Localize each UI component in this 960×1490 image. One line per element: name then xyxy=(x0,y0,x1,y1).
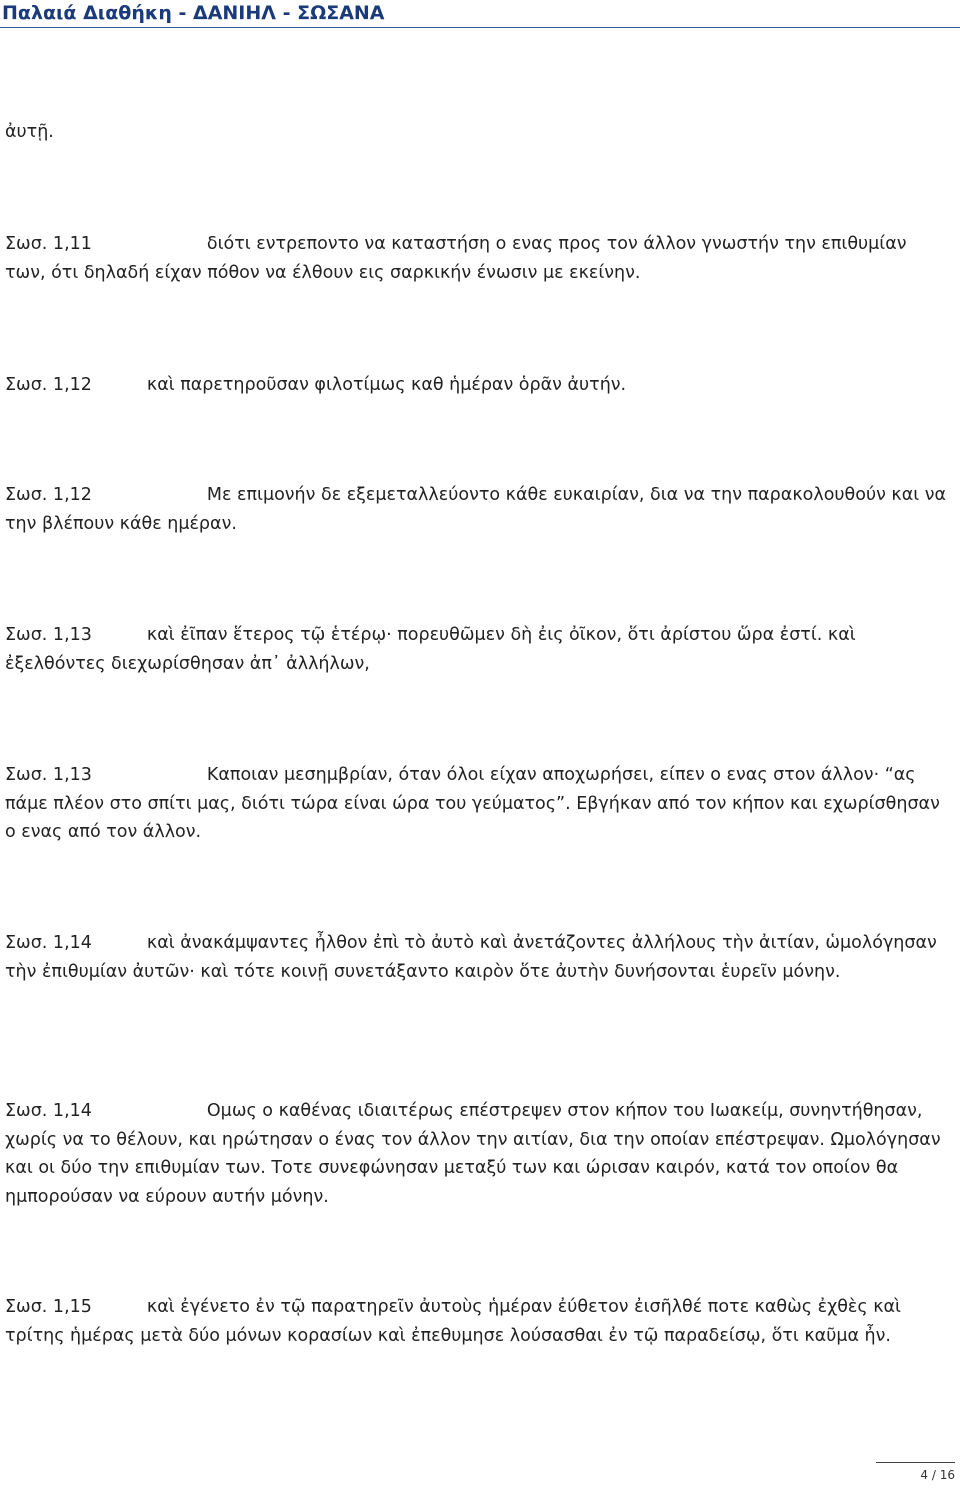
verse-block xyxy=(5,230,950,287)
footer-rule xyxy=(876,1462,955,1463)
verse-text: καὶ ἐῖπαν ἕτερος τῷ ἑτέρῳ· πορευθῶμεν δὴ ἐις ὀῖκον, ὅτι ἀρίστου ὥρα ἐστί. καὶ ἐξελθόντες διεχωρίσθησαν ἀπ᾿ ἀλλήλων, xyxy=(5,625,856,674)
continuation-fragment xyxy=(5,118,950,147)
verse-block xyxy=(5,481,950,538)
verse-text: καὶ παρετηροῦσαν φιλοτίμως καθ ἡμέραν ὁρᾶν ἀυτήν. xyxy=(146,375,627,395)
verse-ref: Σωσ. 1,13 xyxy=(5,765,92,785)
verse-text: διότι εντρεποντο να καταστήση ο ενας προς τον άλλον γνωστήν την επιθυμίαν των, ότι δηλαδή είχαν πόθον να έλθουν εις σαρκικήν ένωσιν με εκείνην. xyxy=(5,234,907,283)
header-rule xyxy=(0,27,960,28)
verse-ref: Σωσ. 1,15 xyxy=(5,1297,92,1317)
verse-ref: Σωσ. 1,14 xyxy=(5,933,92,953)
verse-text: καὶ ἀνακάμψαντες ἦλθον ἐπὶ τὸ ἀυτὸ καὶ ἀνετάζοντες ἀλλήλους τὴν ἀιτίαν, ὡμολόγησαν τὴν ἐπιθυμίαν ἀυτῶν· καὶ τότε κοινῇ συνετάξαντο καιρὸν ὅτε ἀυτὴν δυνήσονται ἑυρεῖν μόνην. xyxy=(5,933,937,982)
verse-text: Καποιαν μεσημβρίαν, όταν όλοι είχαν αποχωρήσει, είπεν ο ενας στον άλλον· “ας πάμε πλέον στο σπίτι μας, διότι τώρα είναι ώρα του γεύματος”. Εβγήκαν από τον κήπον και εχωρίσθησαν ο ενας από τον άλλον. xyxy=(5,765,940,842)
verse-ref: Σωσ. 1,12 xyxy=(5,485,92,505)
verse-text: Ομως ο καθένας ιδιαιτέρως επέστρεψεν στον κήπον του Ιωακείμ, συνηντήθησαν, χωρίς να το θέλουν, και ηρώτησαν ο ένας τον άλλον την αιτίαν, δια την οποίαν επέστρεψαν. Ωμολόγησαν και οι δύο την επιθυμίαν των. Τοτε συνεφώνησαν μεταξύ των και ώρισαν καιρόν, κατά τον οποίον θα ημπορούσαν να εύρουν αυτήν μόνην. xyxy=(5,1101,941,1207)
verse-block xyxy=(5,621,950,678)
verse-text: Με επιμονήν δε εξεμεταλλεύοντο κάθε ευκαιρίαν, δια να την παρακολουθούν και να την βλέπουν κάθε ημέραν. xyxy=(5,485,947,534)
verse-ref: Σωσ. 1,14 xyxy=(5,1101,92,1121)
verse-text: καὶ ἐγένετο ἐν τῷ παρατηρεῖν ἀυτοὺς ἡμέραν ἐύθετον ἐισῆλθέ ποτε καθὼς ἐχθὲς καὶ τρίτης ἡμέρας μετὰ δύο μόνων κορασίων καὶ ἐπεθυμησε λούσασθαι ἐν τῷ παραδείσῳ, ὅτι καῦμα ἦν. xyxy=(5,1297,901,1346)
verse-ref: Σωσ. 1,12 xyxy=(5,375,92,395)
verse-block xyxy=(5,1097,950,1211)
fragment-text: ἀυτῇ. xyxy=(5,122,54,142)
verse-block xyxy=(5,761,950,847)
verse-block xyxy=(5,371,950,400)
header-title: Παλαιά Διαθήκη - ΔΑΝΙΗΛ - ΣΩΣΑΝΑ xyxy=(2,2,385,24)
verse-block xyxy=(5,929,950,986)
document-header xyxy=(0,0,960,28)
verse-block xyxy=(5,1293,950,1350)
verse-ref: Σωσ. 1,11 xyxy=(5,234,92,254)
page-number: 4 / 16 xyxy=(920,1468,955,1482)
verse-ref: Σωσ. 1,13 xyxy=(5,625,92,645)
